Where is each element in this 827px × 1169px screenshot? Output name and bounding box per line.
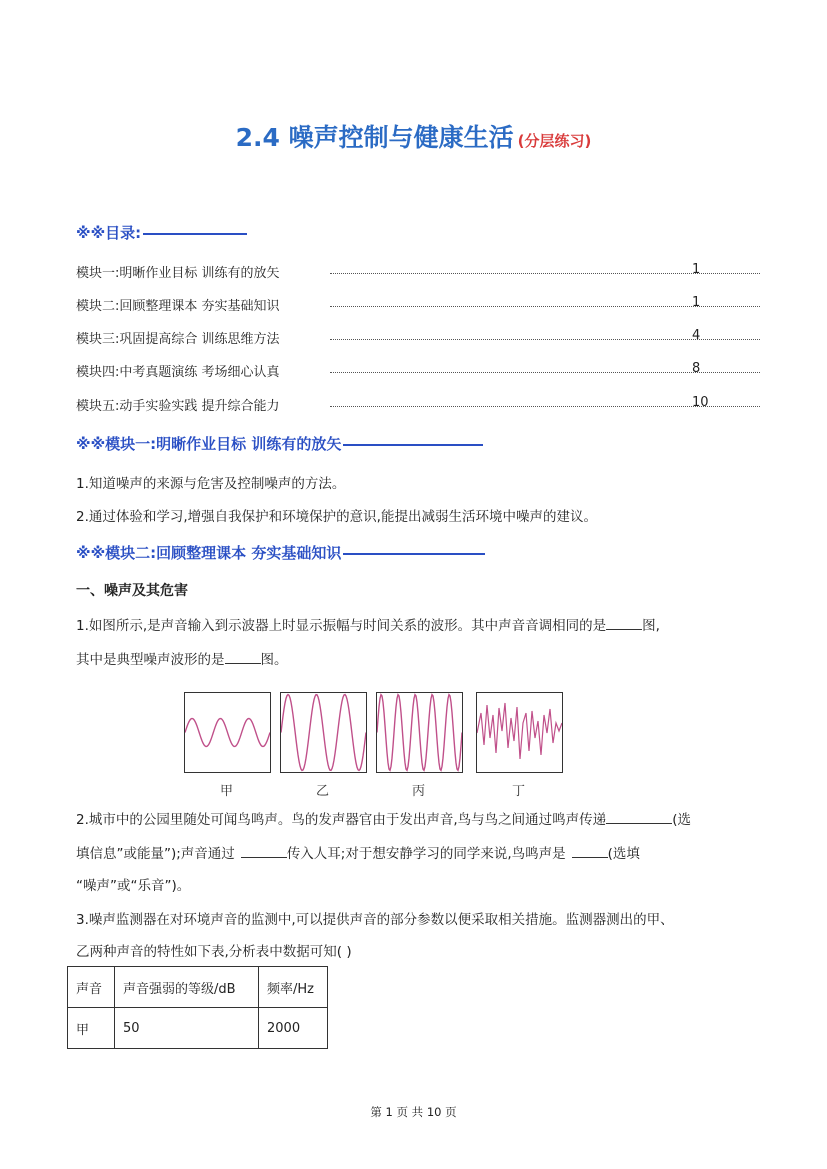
q1-blank-2[interactable] xyxy=(225,651,261,664)
q1-text-c: 其中是典型噪声波形的是 xyxy=(76,652,225,668)
waveform-label: 甲 xyxy=(219,784,233,799)
toc-item-page: 8 xyxy=(692,361,701,376)
q2-blank-1[interactable] xyxy=(606,811,672,824)
waveform-label: 乙 xyxy=(315,784,329,799)
goal-1: 1.知道噪声的来源与危害及控制噪声的方法。 xyxy=(76,476,346,492)
table-cell: 50 xyxy=(115,1008,259,1049)
q1-text-b: 图, xyxy=(642,618,660,634)
table-cell: 2000 xyxy=(259,1008,328,1049)
toc-item-3[interactable] xyxy=(76,328,716,348)
toc-item-1[interactable] xyxy=(76,262,716,282)
q1-blank-1[interactable] xyxy=(606,617,642,630)
toc-item-2[interactable] xyxy=(76,295,716,315)
q2-text-e: 传入人耳;对于想安静学习的同学来说,鸟鸣声是 xyxy=(286,846,566,862)
q2-line2 xyxy=(76,842,640,862)
q1-text-a: 1.如图所示,是声音输入到示波器上时显示振幅与时间关系的波形。其中声音音调相同的是 xyxy=(76,618,607,634)
waveform-bing-graphic xyxy=(377,693,462,772)
toc-item-page: 10 xyxy=(692,395,709,410)
module2-header xyxy=(76,542,485,563)
waveform-label: 丁 xyxy=(511,784,525,799)
sound-data-table xyxy=(67,966,328,1049)
toc-item-label: 模块五:动手实验实践 提升综合能力 xyxy=(76,399,280,414)
q3-line1: 3.噪声监测器在对环境声音的监测中,可以提供声音的部分参数以便采取相关措施。监测器测出的甲、 xyxy=(76,912,674,928)
q2-text-c: (选 xyxy=(672,812,691,828)
table-header-cell: 声音强弱的等级/dB xyxy=(115,967,259,1008)
toc-item-5[interactable] xyxy=(76,395,716,415)
toc-header xyxy=(76,222,247,243)
q2-text-d: 填信息”或能量”);声音通过 xyxy=(76,846,235,862)
q2-line1 xyxy=(76,808,691,828)
toc-item-4[interactable] xyxy=(76,361,716,381)
title-main: 2.4 噪声控制与健康生活 xyxy=(235,123,514,152)
waveform-ding-graphic xyxy=(477,693,562,772)
toc-item-label: 模块二:回顾整理课本 夯实基础知识 xyxy=(76,299,280,314)
table-row xyxy=(68,1008,328,1049)
q2-line3: “噪声”或“乐音”)。 xyxy=(76,878,191,894)
title-subtitle: (分层练习) xyxy=(517,132,592,150)
module1-header xyxy=(76,433,483,454)
toc-item-label: 模块四:中考真题演练 考场细心认真 xyxy=(76,365,280,380)
module1-header-label: ※※模块一:明晰作业目标 训练有的放矢 xyxy=(76,435,342,453)
table-header-cell: 声音 xyxy=(68,967,115,1008)
waveform-jia-graphic xyxy=(185,693,270,772)
toc-item-page: 1 xyxy=(692,262,701,277)
goal-2: 2.通过体验和学习,增强自我保护和环境保护的意识,能提出减弱生活环境中噪声的建议。 xyxy=(76,509,597,525)
q2-blank-3[interactable] xyxy=(572,845,608,858)
q2-blank-2[interactable] xyxy=(241,845,287,858)
module2-header-rule xyxy=(343,553,485,555)
q1-line1 xyxy=(76,614,660,634)
toc-item-label: 模块一:明晰作业目标 训练有的放矢 xyxy=(76,266,280,281)
waveform-yi xyxy=(280,692,367,773)
toc-item-label: 模块三:巩固提高综合 训练思维方法 xyxy=(76,332,280,347)
waveform-ding xyxy=(476,692,563,773)
page-title xyxy=(0,118,827,154)
page-footer: 第 1 页 共 10 页 xyxy=(370,1105,457,1119)
q2-text-b: 发出声音,鸟与鸟之间通过鸣声传递 xyxy=(399,812,607,828)
q1-text-d: 图。 xyxy=(260,652,288,668)
q1-line2 xyxy=(76,648,288,668)
waveform-bing xyxy=(376,692,463,773)
toc-header-rule xyxy=(143,233,247,235)
toc-header-label: ※※目录: xyxy=(76,224,142,242)
section-heading: 一、噪声及其危害 xyxy=(76,583,188,599)
q2-text-a: 2.城市中的公园里随处可闻鸟鸣声。鸟的发声器官由于 xyxy=(76,812,400,828)
toc-item-page: 4 xyxy=(692,328,701,343)
waveform-yi-graphic xyxy=(281,693,366,772)
waveform-label: 丙 xyxy=(411,784,425,799)
table-header-cell: 频率/Hz xyxy=(259,967,328,1008)
q3-line2: 乙两种声音的特性如下表,分析表中数据可知( ) xyxy=(76,944,352,960)
waveform-jia xyxy=(184,692,271,773)
module1-header-rule xyxy=(343,444,483,446)
table-header-row xyxy=(68,967,328,1008)
q2-text-f: (选填 xyxy=(607,846,640,862)
toc-item-page: 1 xyxy=(692,295,701,310)
table-cell: 甲 xyxy=(68,1008,115,1049)
module2-header-label: ※※模块二:回顾整理课本 夯实基础知识 xyxy=(76,544,342,562)
